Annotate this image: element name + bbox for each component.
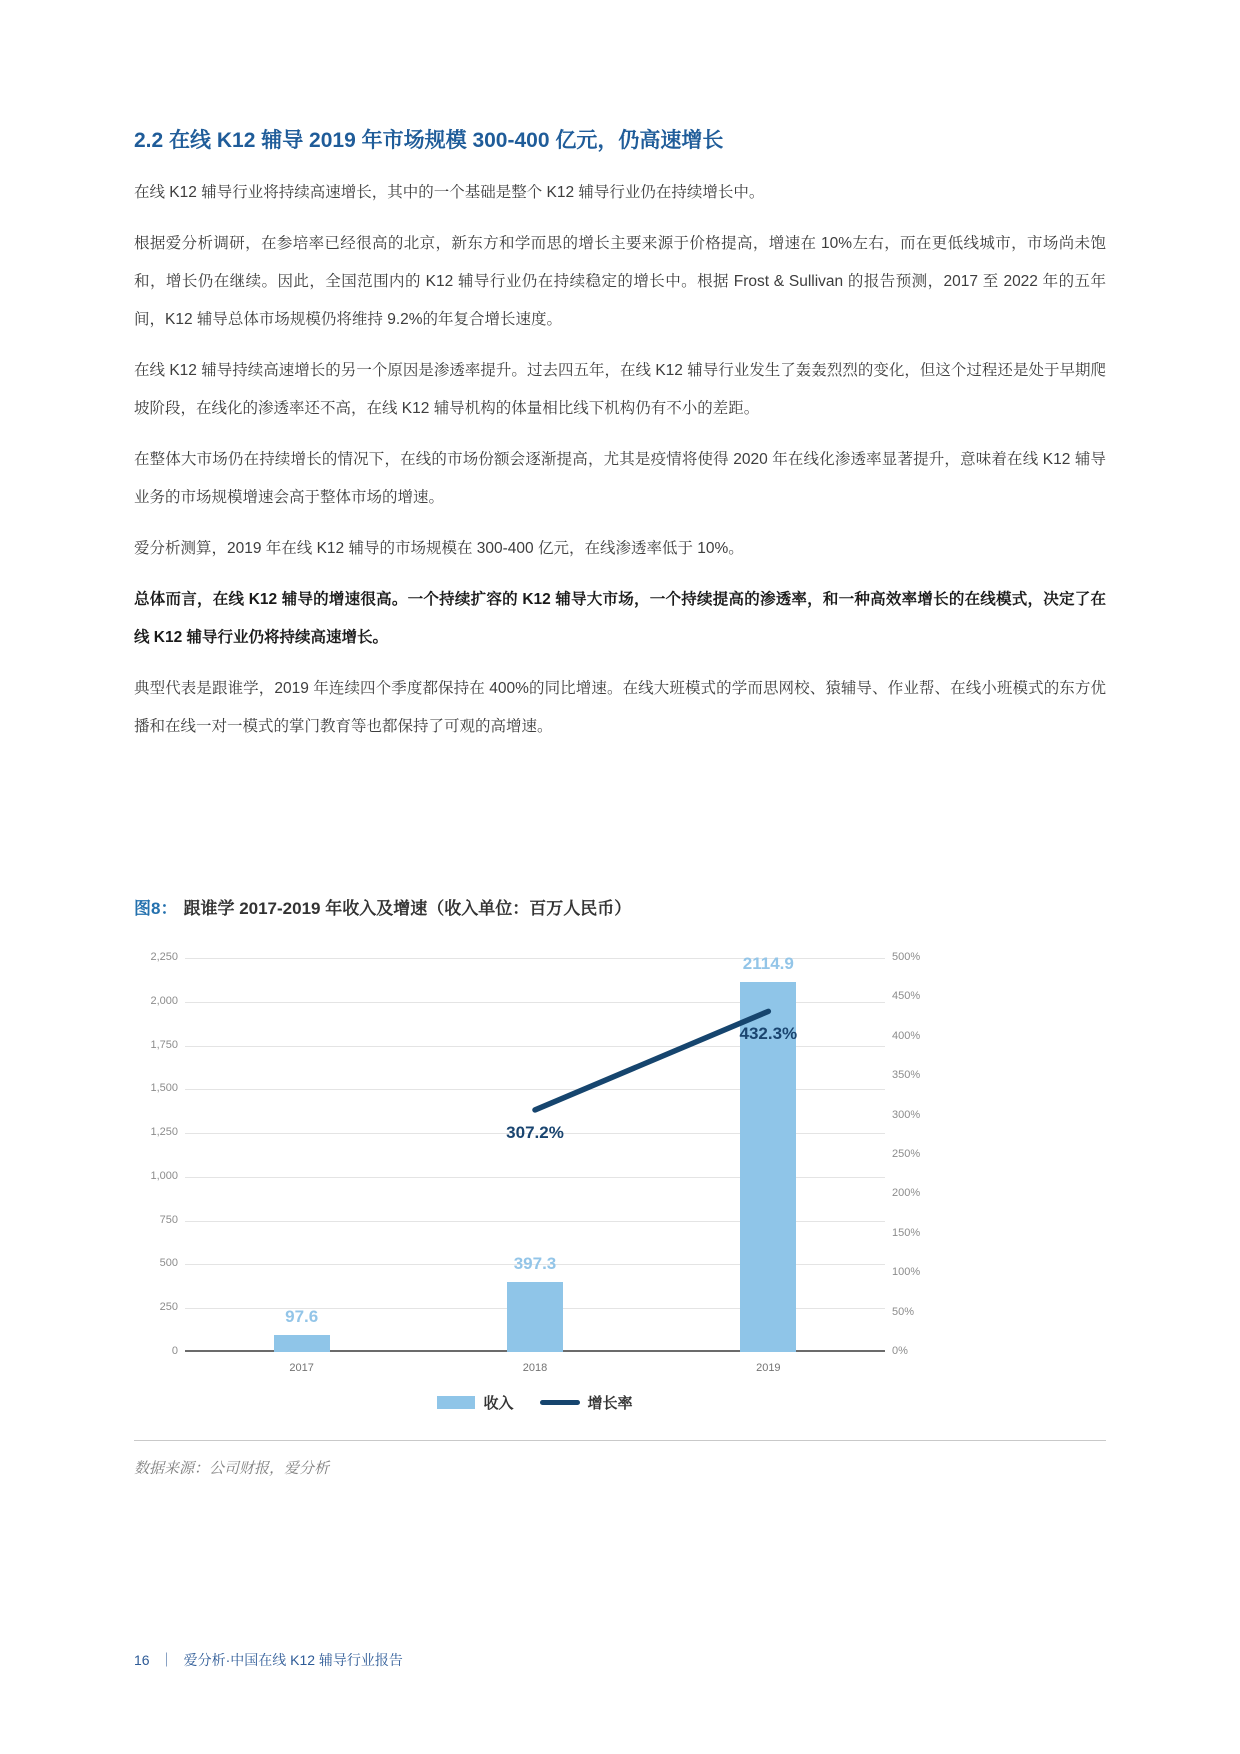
x-axis-label: 2019 [756,1362,781,1374]
growth-rate-line [185,958,885,1352]
legend-item [437,1392,513,1413]
right-axis-tick: 250% [892,1148,921,1160]
left-axis-tick: 500 [159,1257,178,1270]
right-axis-tick: 0% [892,1345,908,1357]
growth-rate-label: 307.2% [506,1122,564,1142]
bar-value-label: 397.3 [513,1254,557,1274]
left-axis-tick: 0 [171,1345,178,1357]
legend-label: 收入 [483,1395,514,1412]
legend-line-swatch [540,1400,580,1405]
left-axis-tick: 2,250 [150,951,178,963]
paragraph: 在线 K12 辅导持续高速增长的另一个原因是渗透率提升。过去四五年，在线 K12 辅导行业发生了轰轰烈烈的变化，但这个过程还是处于早期爬坡阶段，在线化的渗透率还不高，在线 K12 辅导机构的体量相比线下机构仍有不小的差距。 [134,362,1106,417]
left-axis-tick: 1,000 [150,1169,178,1182]
right-axis-tick: 450% [892,990,921,1003]
page-content [134,126,1106,1478]
right-axis-tick: 150% [892,1226,921,1239]
right-axis-tick: 50% [892,1305,915,1318]
paragraph-bold: 总体而言，在线 K12 辅导的增速很高。一个持续扩容的 K12 辅导大市场，一个持续提高的渗透率，和一种高效率增长的在线模式，决定了在线 K12 辅导行业仍将持续高速增长。 [134,591,1106,646]
left-axis-tick: 2,000 [150,994,178,1007]
footer-report-title: 爱分析·中国在线 K12 辅导行业报告 [183,1652,403,1668]
x-axis-label: 2017 [289,1362,314,1374]
footer-separator: ｜ [159,1652,174,1668]
paragraph: 根据爱分析调研，在参培率已经很高的北京，新东方和学而思的增长主要来源于价格提高，增速在 10%左右，而在更低线城市，市场尚未饱和，增长仍在继续。因此，全国范围内的 K12 辅导行业仍在持续稳定的增长中。根据 Frost & Sullivan 的报告预测，2017 至 2022 年的五年间，K12 辅导总体市场规模仍将维持 9.2%的年复合增长速度。 [134,235,1106,328]
divider-line [134,1440,1106,1441]
figure-caption [134,894,1106,919]
right-axis-tick: 500% [892,951,921,963]
x-axis-label: 2018 [522,1362,548,1374]
left-axis-tick: 1,750 [150,1038,178,1051]
page-number: 16 [134,1652,150,1668]
right-axis-tick: 100% [892,1266,921,1279]
page-footer [134,1650,403,1670]
paragraph: 在整体大市场仍在持续增长的情况下，在线的市场份额会逐渐提高，尤其是疫情将使得 2020 年在线化渗透率显著提升，意味着在线 K12 辅导业务的市场规模增速会高于整体市场的增速。 [134,451,1106,506]
chart-legend [185,1392,885,1413]
right-axis-tick: 300% [892,1108,921,1121]
legend-label: 增长率 [587,1395,633,1412]
plot-area [185,953,885,1352]
paragraph: 典型代表是跟谁学，2019 年连续四个季度都保持在 400%的同比增速。在线大班模式的学而思网校、猿辅导、作业帮、在线小班模式的东方优播和在线一对一模式的掌门教育等也都保持了可观的高增速。 [134,680,1106,735]
legend-bar-swatch [437,1396,475,1409]
bar-value-label: 97.6 [285,1306,319,1326]
right-axis-tick: 200% [892,1187,921,1200]
left-axis-tick: 1,250 [150,1126,178,1139]
right-axis-tick: 400% [892,1029,921,1042]
left-axis-tick: 1,500 [150,1082,178,1095]
section-heading: 2.2 在线 K12 辅导 2019 年市场规模 300-400 亿元，仍高速增长 [134,129,724,152]
revenue-growth-chart [140,935,950,1420]
figure-title-text: 跟谁学 2017-2019 年收入及增速（收入单位：百万人民币） [183,899,632,918]
figure-number: 图8： [134,899,178,918]
growth-rate-label: 432.3% [739,1024,798,1044]
right-axis-tick: 350% [892,1069,921,1082]
left-axis-tick: 750 [159,1213,178,1226]
left-axis-tick: 250 [159,1301,178,1314]
paragraph: 在线 K12 辅导行业将持续高速增长，其中的一个基础是整个 K12 辅导行业仍在持续增长中。 [134,184,765,201]
bar-value-label: 2114.9 [742,953,794,973]
source-note: 数据来源：公司财报，爱分析 [134,1460,330,1477]
paragraph: 爱分析测算，2019 年在线 K12 辅导的市场规模在 300-400 亿元，在线渗透率低于 10%。 [134,540,744,557]
legend-item [540,1392,633,1413]
